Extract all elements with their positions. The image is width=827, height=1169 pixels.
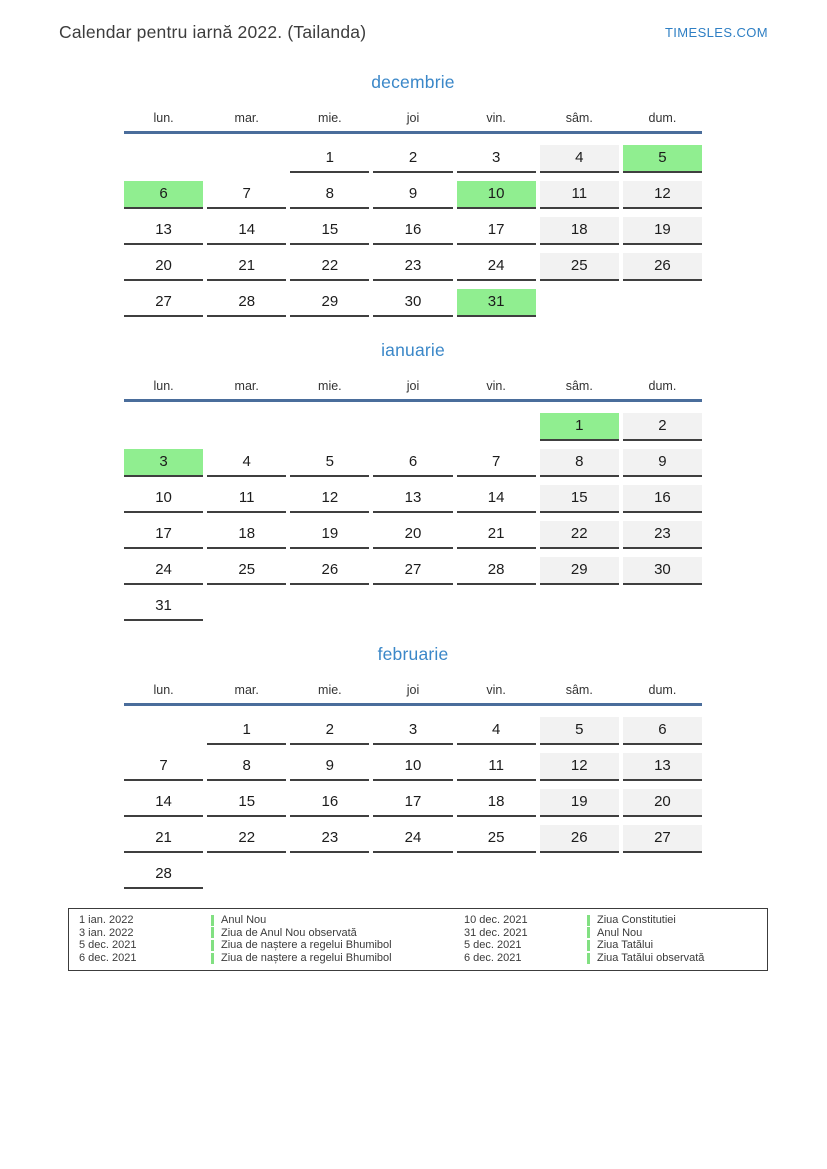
day-cell-empty (540, 289, 619, 317)
day-cell-holiday: 3 (124, 449, 203, 477)
legend-marker-icon (587, 940, 590, 951)
legend-marker-icon (587, 915, 590, 926)
day-cell-empty (373, 593, 452, 621)
day-cell-empty (124, 145, 203, 173)
day-cell-empty (207, 861, 286, 889)
day-cell: 15 (207, 789, 286, 817)
day-cell-empty (540, 593, 619, 621)
legend-column (79, 914, 464, 970)
day-cell: 14 (457, 485, 536, 513)
day-cell-weekend: 9 (623, 449, 702, 477)
weekday-label: mie. (318, 683, 342, 697)
month-decembrie (124, 70, 702, 317)
day-cell: 13 (373, 485, 452, 513)
day-cell: 23 (373, 253, 452, 281)
month-title: ianuarie (381, 340, 445, 360)
day-cell: 24 (373, 825, 452, 853)
weekday-label: mie. (318, 111, 342, 125)
day-cell: 18 (457, 789, 536, 817)
day-cell-weekend: 15 (540, 485, 619, 513)
legend-marker-icon (211, 953, 214, 964)
day-cell: 7 (207, 181, 286, 209)
day-cell: 2 (290, 717, 369, 745)
weekday-label: lun. (153, 683, 174, 697)
day-cell-empty (373, 413, 452, 441)
weekday-label: vin. (486, 683, 506, 697)
day-cell-weekend: 11 (540, 181, 619, 209)
day-cell: 15 (290, 217, 369, 245)
day-cell-weekend: 25 (540, 253, 619, 281)
day-cell: 10 (124, 485, 203, 513)
weekday-label: mar. (234, 683, 259, 697)
legend-marker-icon (211, 927, 214, 938)
legend-holiday-name: Anul Nou (221, 914, 267, 927)
legend-marker-icon (211, 915, 214, 926)
site-link[interactable]: TIMESLES.COM (664, 25, 768, 40)
legend-entry (79, 952, 464, 965)
day-cell: 14 (207, 217, 286, 245)
day-cell: 9 (290, 753, 369, 781)
legend-entry (79, 927, 464, 940)
weekday-label: dum. (648, 683, 677, 697)
day-cell: 11 (457, 753, 536, 781)
day-cell-empty (540, 861, 619, 889)
legend-holiday-name: Ziua Constitutiei (597, 914, 676, 927)
day-cell-weekend: 16 (623, 485, 702, 513)
legend-marker-icon (211, 940, 214, 951)
day-cell-weekend: 19 (540, 789, 619, 817)
day-cell: 10 (373, 753, 452, 781)
day-cell: 23 (290, 825, 369, 853)
header-rule (124, 703, 702, 706)
weekday-label: vin. (486, 379, 506, 393)
day-cell: 5 (290, 449, 369, 477)
day-cell: 24 (124, 557, 203, 585)
legend-entry (79, 914, 464, 927)
day-cell-empty (457, 413, 536, 441)
legend-marker-icon (587, 953, 590, 964)
day-cell: 3 (373, 717, 452, 745)
month-title: decembrie (371, 72, 455, 92)
day-cell-empty (124, 413, 203, 441)
day-cell: 14 (124, 789, 203, 817)
day-cell: 27 (124, 289, 203, 317)
day-cell-holiday: 5 (623, 145, 702, 173)
legend-date: 10 dec. 2021 (464, 914, 528, 927)
day-cell-weekend: 23 (623, 521, 702, 549)
day-cell-empty (373, 861, 452, 889)
day-cell-weekend: 26 (623, 253, 702, 281)
legend-entry (79, 939, 464, 952)
day-cell: 21 (124, 825, 203, 853)
legend-box (68, 908, 768, 971)
weekday-label: joi (406, 683, 420, 697)
day-cell: 31 (124, 593, 203, 621)
weekday-label: mie. (318, 379, 342, 393)
day-cell: 21 (207, 253, 286, 281)
day-grid (124, 717, 702, 889)
legend-entry (464, 939, 767, 952)
day-cell-empty (207, 145, 286, 173)
day-cell: 25 (457, 825, 536, 853)
day-cell: 7 (124, 753, 203, 781)
day-cell-weekend: 4 (540, 145, 619, 173)
day-grid (124, 145, 702, 317)
day-cell: 1 (207, 717, 286, 745)
day-cell: 17 (124, 521, 203, 549)
legend-entry (464, 914, 767, 927)
day-cell: 28 (207, 289, 286, 317)
legend-date: 6 dec. 2021 (464, 952, 522, 965)
weekday-label: joi (406, 379, 420, 393)
weekday-label: joi (406, 111, 420, 125)
day-cell-empty (290, 861, 369, 889)
day-cell: 1 (290, 145, 369, 173)
legend-holiday-name: Ziua Tatălui observată (597, 952, 705, 965)
legend-date: 1 ian. 2022 (79, 914, 134, 927)
day-cell-weekend: 19 (623, 217, 702, 245)
day-cell-weekend: 8 (540, 449, 619, 477)
day-cell-weekend: 18 (540, 217, 619, 245)
legend-holiday-name: Ziua de Anul Nou observată (221, 926, 357, 939)
legend-holiday-name: Anul Nou (597, 926, 643, 939)
day-cell-weekend: 22 (540, 521, 619, 549)
day-cell: 16 (373, 217, 452, 245)
weekday-label: sâm. (565, 683, 593, 697)
day-cell: 2 (373, 145, 452, 173)
legend-column (464, 914, 767, 970)
day-cell: 20 (124, 253, 203, 281)
day-cell-weekend: 13 (623, 753, 702, 781)
weekday-label: dum. (648, 379, 677, 393)
day-cell-holiday: 31 (457, 289, 536, 317)
day-cell-weekend: 30 (623, 557, 702, 585)
weekday-label: sâm. (565, 111, 593, 125)
day-cell-holiday: 6 (124, 181, 203, 209)
day-cell: 4 (457, 717, 536, 745)
day-cell-empty (124, 717, 203, 745)
day-cell: 4 (207, 449, 286, 477)
legend-date: 31 dec. 2021 (464, 926, 528, 939)
legend-entry (464, 952, 767, 965)
header-rule (124, 399, 702, 402)
day-cell-weekend: 6 (623, 717, 702, 745)
weekday-label: vin. (486, 111, 506, 125)
day-cell-holiday: 10 (457, 181, 536, 209)
day-cell: 27 (373, 557, 452, 585)
day-cell-weekend: 26 (540, 825, 619, 853)
day-cell-empty (290, 413, 369, 441)
weekday-label: lun. (153, 379, 174, 393)
header-rule (124, 131, 702, 134)
day-cell: 11 (207, 485, 286, 513)
day-cell: 7 (457, 449, 536, 477)
day-cell: 12 (290, 485, 369, 513)
month-ianuarie (124, 338, 702, 621)
day-cell: 19 (290, 521, 369, 549)
day-cell: 8 (290, 181, 369, 209)
day-cell-weekend: 29 (540, 557, 619, 585)
weekday-header-row (124, 110, 702, 126)
day-grid (124, 413, 702, 621)
page-title: Calendar pentru iarnă 2022. (Tailanda) (59, 22, 367, 42)
day-cell-holiday: 1 (540, 413, 619, 441)
day-cell-empty (207, 413, 286, 441)
day-cell: 22 (207, 825, 286, 853)
day-cell-weekend: 27 (623, 825, 702, 853)
weekday-label: mar. (234, 379, 259, 393)
day-cell: 25 (207, 557, 286, 585)
day-cell: 24 (457, 253, 536, 281)
legend-date: 3 ian. 2022 (79, 926, 134, 939)
day-cell-empty (623, 289, 702, 317)
legend-date: 5 dec. 2021 (464, 939, 522, 952)
legend-holiday-name: Ziua de naștere a regelui Bhumibol (221, 939, 392, 952)
day-cell-empty (623, 593, 702, 621)
month-title: februarie (377, 644, 449, 664)
weekday-label: mar. (234, 111, 259, 125)
day-cell-weekend: 2 (623, 413, 702, 441)
day-cell: 8 (207, 753, 286, 781)
day-cell-empty (207, 593, 286, 621)
day-cell: 30 (373, 289, 452, 317)
legend-holiday-name: Ziua Tatălui (597, 939, 654, 952)
legend-date: 5 dec. 2021 (79, 939, 137, 952)
day-cell-weekend: 5 (540, 717, 619, 745)
day-cell: 28 (457, 557, 536, 585)
day-cell: 22 (290, 253, 369, 281)
weekday-label: dum. (648, 111, 677, 125)
day-cell: 6 (373, 449, 452, 477)
day-cell-empty (457, 593, 536, 621)
day-cell-weekend: 12 (540, 753, 619, 781)
day-cell-empty (623, 861, 702, 889)
weekday-label: sâm. (565, 379, 593, 393)
day-cell: 17 (457, 217, 536, 245)
legend-marker-icon (587, 927, 590, 938)
day-cell: 28 (124, 861, 203, 889)
day-cell-empty (457, 861, 536, 889)
day-cell: 3 (457, 145, 536, 173)
legend-date: 6 dec. 2021 (79, 952, 137, 965)
legend-entry (464, 927, 767, 940)
weekday-label: lun. (153, 111, 174, 125)
day-cell: 16 (290, 789, 369, 817)
day-cell-weekend: 12 (623, 181, 702, 209)
day-cell: 9 (373, 181, 452, 209)
day-cell: 13 (124, 217, 203, 245)
day-cell-empty (290, 593, 369, 621)
day-cell-weekend: 20 (623, 789, 702, 817)
day-cell: 21 (457, 521, 536, 549)
day-cell: 18 (207, 521, 286, 549)
day-cell: 17 (373, 789, 452, 817)
day-cell: 20 (373, 521, 452, 549)
month-februarie (124, 642, 702, 889)
weekday-header-row (124, 682, 702, 698)
day-cell: 26 (290, 557, 369, 585)
legend-holiday-name: Ziua de naștere a regelui Bhumibol (221, 952, 392, 965)
day-cell: 29 (290, 289, 369, 317)
weekday-header-row (124, 378, 702, 394)
